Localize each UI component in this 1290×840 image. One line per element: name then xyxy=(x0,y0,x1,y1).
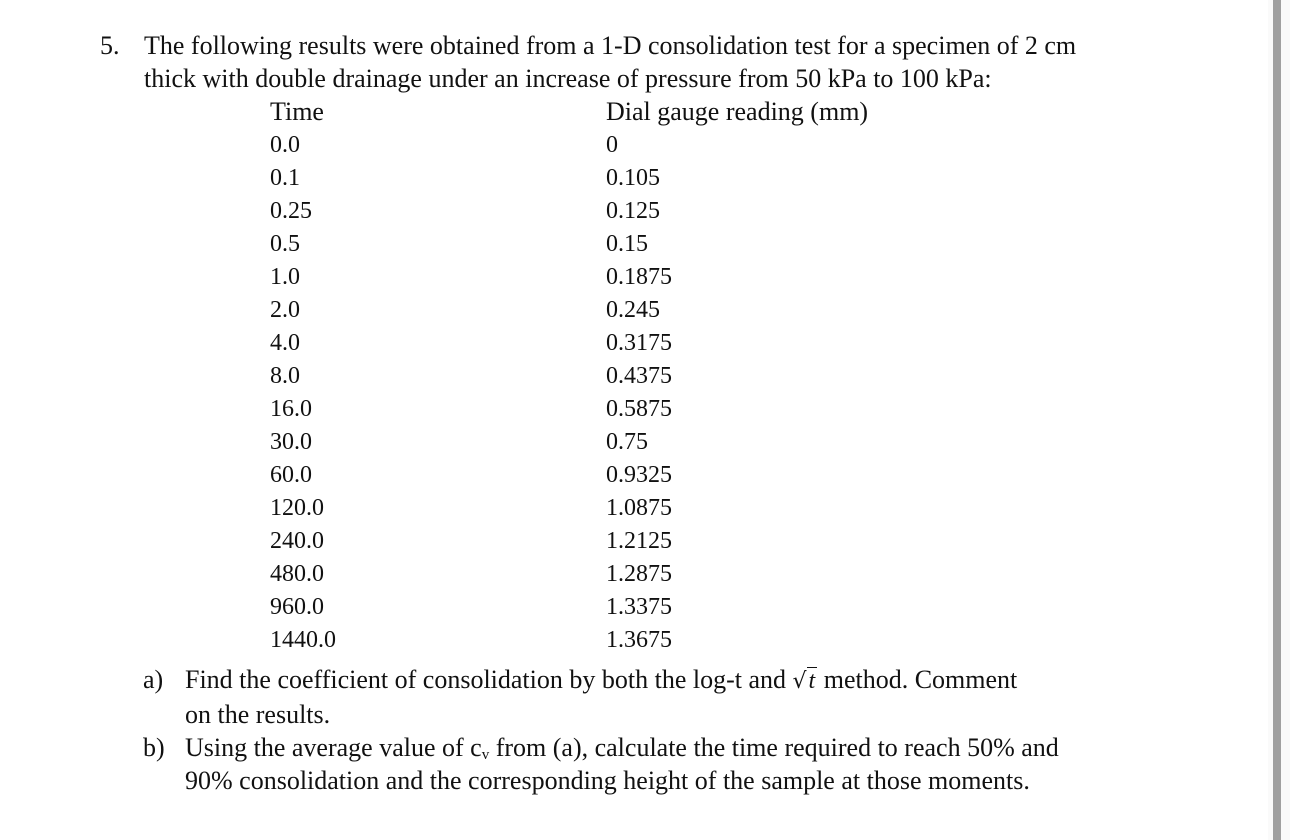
table-cell-dial-reading: 0.3175 xyxy=(606,330,672,356)
table-cell-dial-reading: 0.1875 xyxy=(606,264,672,290)
table-cell-time: 8.0 xyxy=(270,363,300,389)
radical-sign: √ xyxy=(792,669,807,694)
table-cell-time: 480.0 xyxy=(270,561,324,587)
table-cell-time: 2.0 xyxy=(270,297,300,323)
table-header-time: Time xyxy=(270,97,324,126)
sqrt-t-symbol xyxy=(793,666,818,697)
table-cell-dial-reading: 0.245 xyxy=(606,297,660,323)
table-cell-time: 16.0 xyxy=(270,396,312,422)
subquestion-a-text-after: method. Comment xyxy=(817,665,1018,694)
subquestion-b-text-after: from (a), calculate the time required to reach 50% and xyxy=(489,733,1059,762)
table-cell-dial-reading: 0 xyxy=(606,132,618,158)
table-cell-dial-reading: 0.125 xyxy=(606,198,660,224)
subquestion-a-line-1 xyxy=(185,665,1017,697)
table-cell-dial-reading: 1.3375 xyxy=(606,594,672,620)
table-cell-time: 4.0 xyxy=(270,330,300,356)
subquestion-b-line-2: 90% consolidation and the corresponding height of the sample at those moments. xyxy=(185,766,1030,795)
subquestion-a-label: a) xyxy=(143,665,164,694)
subscript-v: v xyxy=(481,747,490,763)
table-cell-time: 60.0 xyxy=(270,462,312,488)
question-number: 5. xyxy=(100,31,120,60)
table-cell-dial-reading: 1.2125 xyxy=(606,528,672,554)
table-cell-time: 30.0 xyxy=(270,429,312,455)
table-cell-dial-reading: 1.3675 xyxy=(606,627,672,653)
table-cell-dial-reading: 0.105 xyxy=(606,165,660,191)
table-cell-time: 960.0 xyxy=(270,594,324,620)
table-cell-dial-reading: 0.9325 xyxy=(606,462,672,488)
sqrt-variable: t xyxy=(808,668,816,694)
subquestion-b-label: b) xyxy=(143,733,165,762)
question-intro-line-2: thick with double drainage under an increase of pressure from 50 kPa to 100 kPa: xyxy=(144,64,992,93)
table-cell-time: 0.0 xyxy=(270,132,300,158)
table-cell-dial-reading: 0.5875 xyxy=(606,396,672,422)
table-cell-time: 0.25 xyxy=(270,198,312,224)
table-cell-dial-reading: 1.2875 xyxy=(606,561,672,587)
table-cell-dial-reading: 0.15 xyxy=(606,231,648,257)
table-cell-dial-reading: 1.0875 xyxy=(606,495,672,521)
table-cell-time: 1440.0 xyxy=(270,627,336,653)
scrollbar-thumb[interactable] xyxy=(1273,0,1281,840)
subquestion-b-text-before: Using the average value of c xyxy=(185,733,482,762)
subquestion-a-line-2: on the results. xyxy=(185,700,331,729)
table-cell-time: 0.5 xyxy=(270,231,300,257)
subquestion-b-line-1 xyxy=(185,733,1059,770)
table-cell-time: 240.0 xyxy=(270,528,324,554)
table-header-dial-gauge: Dial gauge reading (mm) xyxy=(606,97,869,126)
table-cell-time: 1.0 xyxy=(270,264,300,290)
table-cell-time: 120.0 xyxy=(270,495,324,521)
vertical-scrollbar[interactable] xyxy=(1268,0,1290,840)
table-cell-time: 0.1 xyxy=(270,165,300,191)
subquestion-a-text-before: Find the coefficient of consolidation by both the log-t and xyxy=(185,665,793,694)
table-cell-dial-reading: 0.4375 xyxy=(606,363,672,389)
table-cell-dial-reading: 0.75 xyxy=(606,429,648,455)
question-intro-line-1: The following results were obtained from a 1-D consolidation test for a specimen of 2 cm xyxy=(144,31,1077,60)
